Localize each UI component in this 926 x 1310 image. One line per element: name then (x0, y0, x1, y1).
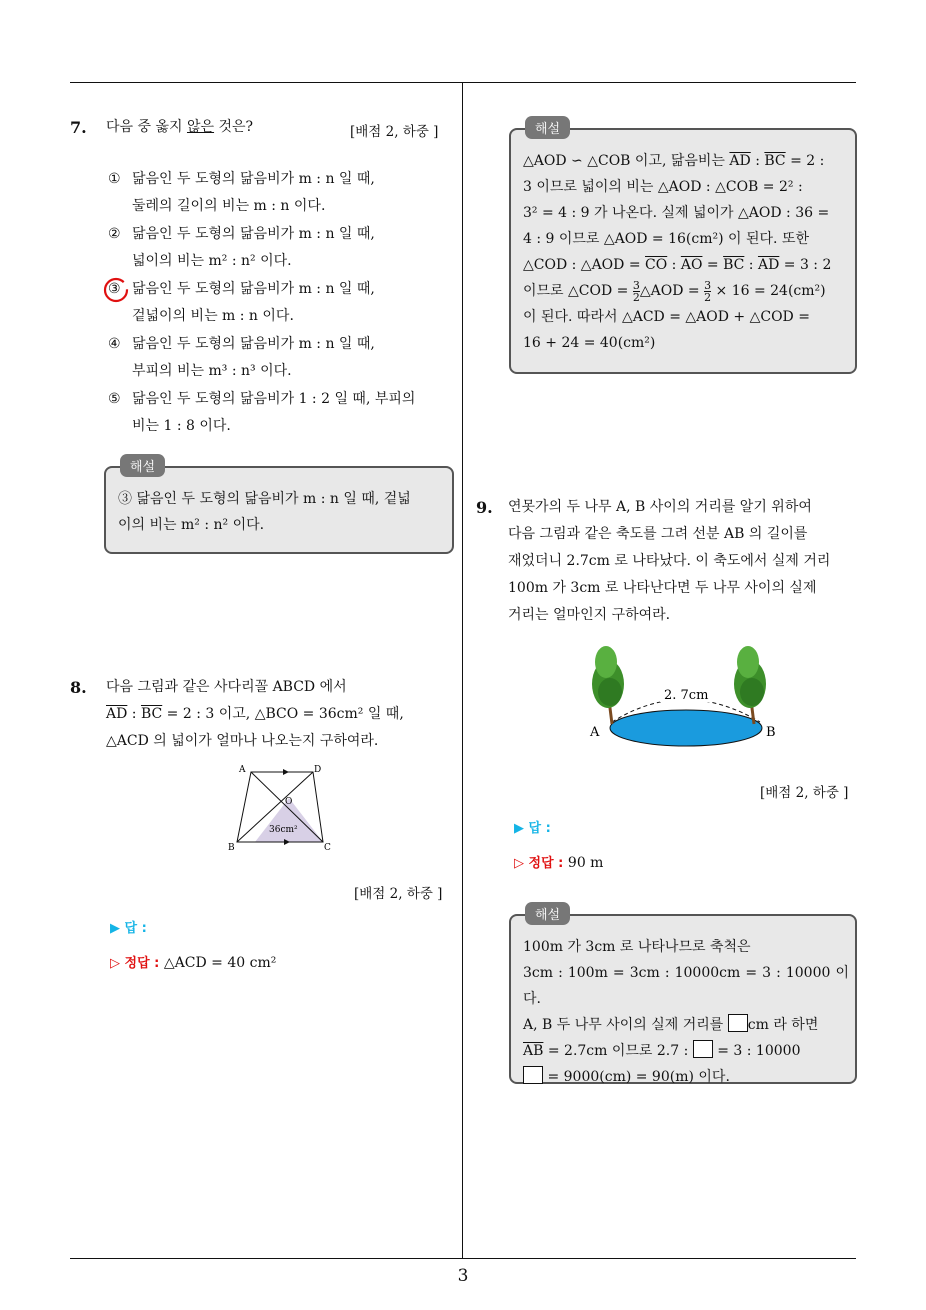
ex-l4-mid: = 2.7cm 이므로 2.7 : (543, 1043, 693, 1059)
explanation-text (118, 486, 444, 538)
ex-l6-mid: △AOD = (639, 283, 705, 299)
sep: : (667, 257, 681, 273)
ex-line4: 4 : 9 이므로 △AOD = 16(cm²) 이 된다. 또한 (523, 231, 810, 247)
choice-mark: ① (108, 171, 121, 187)
choice-line1: 닮음인 두 도형의 닮음비가 m : n 일 때, (132, 336, 375, 352)
ex-l6-post: × 16 = 24(cm²) (711, 283, 826, 299)
label-c: C (324, 843, 331, 853)
choice-line1: 닮음인 두 도형의 닮음비가 m : n 일 때, (132, 281, 375, 297)
distance-label: 2. 7cm (664, 688, 709, 703)
correct-label: ▷ 정답 : (514, 856, 564, 871)
ex-line6 (523, 278, 847, 304)
ex-line2: 3cm : 100m = 3cm : 10000cm = 3 : 10000 이다. (523, 965, 849, 1007)
seg-bc: $\overline{BC}$ (723, 257, 745, 273)
correct-value: △ACD = 40 cm² (163, 955, 277, 971)
q7-text-underline: 않은 (186, 119, 215, 135)
tree-a-icon (592, 646, 624, 724)
trapezoid-figure (225, 760, 340, 855)
label-b: B (228, 843, 235, 853)
q7-choice-4[interactable] (108, 331, 448, 385)
ex-l5-pre: △COD : △AOD = (523, 257, 646, 273)
explanation-tag: 해설 (525, 116, 570, 139)
top-rule (70, 82, 856, 83)
eq: = (702, 257, 724, 273)
choice-line1: 닮음인 두 도형의 닮음비가 m : n 일 때, (132, 171, 375, 187)
q9-line: 다음 그림과 같은 축도를 그려 선분 AB 의 길이를 (508, 526, 808, 542)
ex-l5-post: = 3 : 2 (779, 257, 832, 273)
explanation-tag: 해설 (525, 902, 570, 925)
q7-number: 7. (70, 118, 87, 137)
q7-choice-2[interactable] (108, 221, 448, 275)
choice-line1: 닮음인 두 도형의 닮음비가 1 : 2 일 때, 부피의 (132, 391, 416, 407)
sep: : (127, 706, 141, 722)
blank-box-icon (728, 1014, 748, 1032)
q8-answer-label[interactable]: ▶ 답 : (110, 921, 147, 936)
q8-score: [배점 2, 하중 ] (354, 886, 443, 902)
seg-ad: $\overline{AD}$ (729, 153, 751, 169)
ex-line7: 이 된다. 따라서 △ACD = △AOD + △COD = (523, 309, 810, 325)
explanation-text (523, 148, 847, 356)
q7-choice-1[interactable] (108, 166, 448, 220)
ex-l5-post: = 9000(cm) = 90(m) 이다. (543, 1069, 730, 1085)
seg-ad: $\overline{AD}$ (106, 706, 128, 722)
ex-line1: 100m 가 3cm 로 나타나므로 축척은 (523, 939, 751, 955)
choice-line2: 넓이의 비는 m² : n² 이다. (132, 253, 292, 269)
q9-line: 재었더니 2.7cm 로 나타났다. 이 축도에서 실제 거리 (508, 553, 831, 569)
explanation-line2: 이의 비는 m² : n² 이다. (118, 517, 265, 533)
q7-score: [배점 2, 하중 ] (350, 124, 439, 140)
frac-den: 2 (704, 290, 712, 304)
ex-l6-pre: 이므로 △COD = (523, 283, 633, 299)
q8-question (106, 674, 404, 755)
q8-number: 8. (70, 678, 87, 697)
ex-line5 (523, 252, 847, 278)
q7-choice-3[interactable] (108, 276, 448, 330)
tree-b-icon (734, 646, 766, 724)
q8-line2 (106, 701, 404, 728)
seg-co: $\overline{CO}$ (645, 257, 668, 273)
ex-l4-post: = 3 : 10000 (712, 1043, 801, 1059)
label-a: A (239, 765, 246, 775)
choice-mark: ⑤ (108, 391, 121, 407)
explanation-tag: 해설 (120, 454, 165, 477)
arrow-ad-icon (283, 769, 289, 775)
q9-score: [배점 2, 하중 ] (760, 785, 849, 801)
q8-line1: 다음 그림과 같은 사다리꼴 ABCD 에서 (106, 679, 347, 695)
q7-question (106, 114, 253, 141)
label-a: A (590, 725, 600, 740)
seg-bc: $\overline{BC}$ (140, 706, 163, 722)
correct-value: 90 m (567, 855, 604, 871)
q9-number: 9. (476, 498, 493, 517)
choice-line2: 비는 1 : 8 이다. (132, 418, 231, 434)
pond (610, 710, 762, 746)
blank-box-icon (523, 1066, 543, 1084)
label-b: B (766, 725, 776, 740)
pond-figure (584, 632, 784, 752)
column-divider (462, 82, 463, 1258)
bottom-rule (70, 1258, 856, 1259)
q9-answer-label[interactable]: ▶ 답 : (514, 821, 551, 836)
seg-ad: $\overline{AD}$ (757, 257, 780, 273)
q8-correct (110, 952, 276, 971)
ex-line1 (523, 148, 847, 174)
ex-line4 (523, 1038, 849, 1064)
q7-choice-5[interactable] (108, 386, 448, 440)
ex-l3-pre: A, B 두 나무 사이의 실제 거리를 (523, 1017, 728, 1033)
ex-line5 (523, 1064, 849, 1090)
q9-line: 거리는 얼마인지 구하여라. (508, 607, 671, 623)
q9-line: 100m 가 3cm 로 나타난다면 두 나무 사이의 실제 (508, 580, 817, 596)
label-area: 36cm² (269, 825, 298, 835)
correct-answer-circle-icon (102, 276, 130, 304)
ex-line3 (523, 1012, 849, 1038)
sep: : (744, 257, 758, 273)
ex-line8: 16 + 24 = 40(cm²) (523, 335, 656, 351)
seg-ao: $\overline{AO}$ (680, 257, 703, 273)
ex-line2: 3 이므로 넓이의 비는 △AOD : △COB = 2² : (523, 179, 803, 195)
choice-line2: 둘레의 길이의 비는 m : n 이다. (132, 198, 326, 214)
seg-ab: $\overline{AB}$ (523, 1043, 544, 1059)
seg-bc: $\overline{BC}$ (764, 153, 786, 169)
explanation-text (523, 934, 849, 1090)
q8-line2-rest: = 2 : 3 이고, △BCO = 36cm² 일 때, (162, 706, 404, 722)
ex-line3: 3² = 4 : 9 가 나온다. 실제 넓이가 △AOD : 36 = (523, 205, 830, 221)
label-d: D (314, 765, 322, 775)
fraction (633, 280, 640, 303)
choice-mark: ④ (108, 336, 121, 352)
q7-text-post: 것은? (214, 119, 254, 135)
sep: : (750, 153, 765, 169)
choice-line2: 부피의 비는 m³ : n³ 이다. (132, 363, 292, 379)
fraction (704, 280, 711, 303)
ex-l3-post: cm 라 하면 (747, 1017, 819, 1033)
choice-line1: 닮음인 두 도형의 닮음비가 m : n 일 때, (132, 226, 375, 242)
q9-explanation-box (509, 908, 857, 1085)
q9-correct (514, 852, 603, 871)
label-o: O (285, 797, 293, 807)
correct-label: ▷ 정답 : (110, 956, 160, 971)
q7-text-pre: 다음 중 옳지 (106, 119, 187, 135)
choice-mark: ③ (108, 281, 121, 297)
q9-line: 연못가의 두 나무 A, B 사이의 거리를 알기 위하여 (508, 499, 812, 515)
q7-explanation-box (104, 460, 454, 554)
q8-explanation-box (509, 122, 857, 374)
blank-box-icon (693, 1040, 713, 1058)
ex-l1-post: = 2 : (785, 153, 825, 169)
choice-line2: 겉넓이의 비는 m : n 이다. (132, 308, 294, 324)
choice-mark: ② (108, 226, 121, 242)
page-number: 3 (457, 1266, 469, 1286)
q8-line3: △ACD 의 넓이가 얼마나 나오는지 구하여라. (106, 733, 379, 749)
frac-den: 2 (632, 290, 640, 304)
explanation-line1: ③ 닮음인 두 도형의 닮음비가 m : n 일 때, 겉넓 (118, 491, 411, 507)
frac-num: 3 (704, 278, 712, 292)
ex-l1-pre: △AOD ∽ △COB 이고, 닮음비는 (523, 153, 730, 169)
q9-question (508, 494, 830, 629)
frac-num: 3 (632, 278, 640, 292)
